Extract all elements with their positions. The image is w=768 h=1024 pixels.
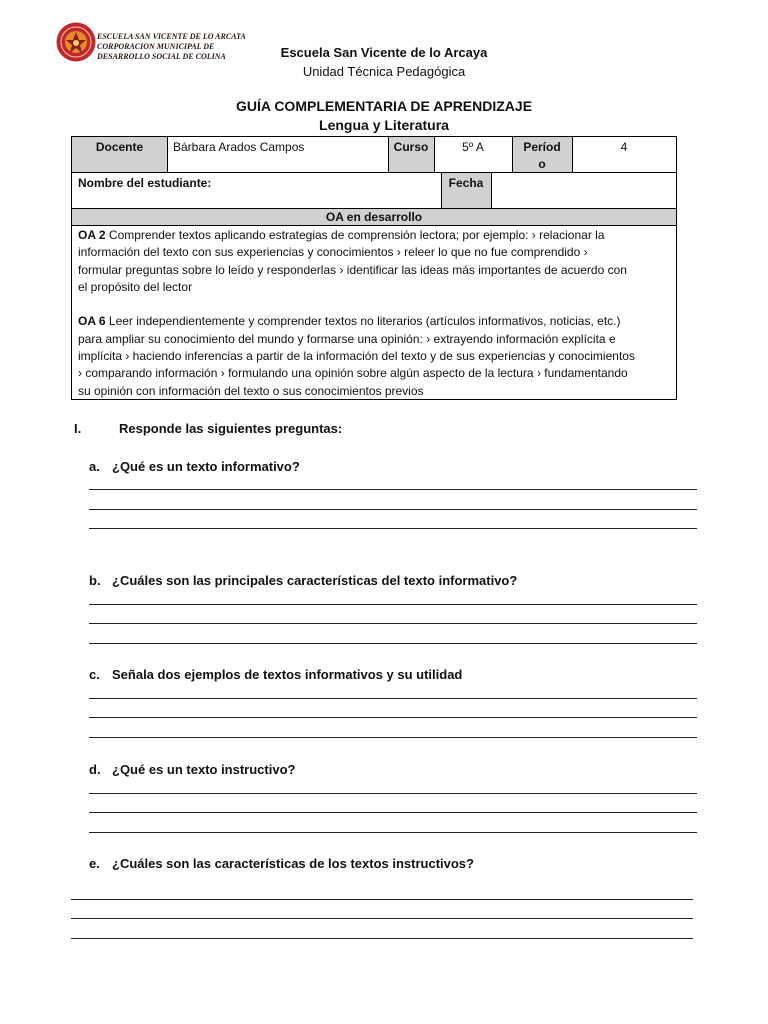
logo-line-3: DESARROLLO SOCIAL DE COLINA [97,52,226,61]
logo-line-2: CORPORACION MUNICIPAL DE [97,42,215,51]
periodo-label-line-2: o [538,157,546,171]
answer-line[interactable] [71,918,693,919]
oa6-line-1-text: Leer independientemente y comprender textos no literarios (artículos informativos, noticias, etc.) [105,314,621,329]
oa2-code: OA 2 [78,228,106,242]
oa-header: OA en desarrollo [72,209,676,226]
oa6-line-5: su opinión con información del texto o sus conocimientos previos [78,383,424,398]
docente-label: Docente [72,137,167,173]
table-divider [441,173,442,209]
table-divider [72,225,676,226]
oa6-line-2: para ampliar su conocimiento del mundo y formarse una opinión: › extrayendo información explícita e [78,331,616,346]
periodo-label [512,137,572,173]
oa6-line-4: › comparando información › formulando una opinión sobre algún aspecto de la lectura › fundamentando [78,366,628,381]
subject-title: Lengua y Literatura [319,117,449,133]
fecha-label: Fecha [441,173,491,209]
table-divider [167,137,168,173]
oa2-line-1-text: Comprender textos aplicando estrategias de comprensión lectora; por ejemplo: › relacionar la [105,228,605,242]
fecha-value[interactable] [492,173,676,209]
answer-line[interactable] [89,604,697,605]
question-c-text: Señala dos ejemplos de textos informativos y su utilidad [112,667,463,682]
school-logo [56,22,96,62]
answer-line[interactable] [89,812,697,813]
unit-name: Unidad Técnica Pedagógica [302,64,466,79]
answer-line[interactable] [89,737,697,738]
oa2-line-4: el propósito del lector [78,279,193,294]
answer-line[interactable] [71,899,693,900]
periodo-value: 4 [620,140,628,154]
table-divider [72,208,676,209]
answer-line[interactable] [71,938,693,939]
section-number: I. [74,421,82,436]
oa2-line-1 [78,227,674,244]
info-table [71,136,677,400]
answer-line[interactable] [89,509,697,510]
question-a-text: ¿Qué es un texto informativo? [112,459,300,474]
question-b-text: ¿Cuáles son las principales características del texto informativo? [112,573,518,588]
periodo-label-line-1: Períod [523,140,561,154]
question-e-letter: e. [89,856,100,871]
curso-label: Curso [388,137,434,173]
oa6-line-3: implícita › haciendo inferencias a partir de la información del texto y de sus experiencias y conocimientos [78,349,635,364]
answer-line[interactable] [89,623,697,624]
table-divider [434,137,435,173]
answer-line[interactable] [89,793,697,794]
question-d-letter: d. [89,762,101,777]
oa6-code: OA 6 [78,314,106,329]
answer-line[interactable] [89,528,697,529]
question-d-text: ¿Qué es un texto instructivo? [112,762,296,777]
answer-line[interactable] [89,698,697,699]
student-name-label: Nombre del estudiante: [78,176,212,190]
school-name: Escuela San Vicente de lo Arcaya [280,45,488,60]
table-divider [491,173,492,209]
table-divider [388,137,389,173]
answer-line[interactable] [89,717,697,718]
question-b-letter: b. [89,573,101,588]
guide-title: GUÍA COMPLEMENTARIA DE APRENDIZAJE [235,98,533,114]
table-divider [572,137,573,173]
answer-line[interactable] [89,832,697,833]
table-divider [72,172,676,173]
oa2-line-2: información del texto con sus experiencias y conocimientos › releer lo que no fue comprendido › [78,245,588,260]
table-divider [512,137,513,173]
oa-content [78,226,674,398]
answer-line[interactable] [89,643,697,644]
oa2-line-3: formular preguntas sobre lo leído y responderlas › identificar las ideas más importantes de acuerdo con [78,262,627,277]
curso-value: 5º A [462,140,484,154]
docente-value: Bárbara Arados Campos [173,140,305,154]
answer-line[interactable] [89,489,697,490]
section-title: Responde las siguientes preguntas: [119,421,343,436]
question-a-letter: a. [89,459,100,474]
question-e-text: ¿Cuáles son las características de los textos instructivos? [112,856,474,871]
question-c-letter: c. [89,667,100,682]
logo-line-1: ESCUELA SAN VICENTE DE LO ARCATA [97,32,246,41]
oa6-line-1 [78,313,674,330]
